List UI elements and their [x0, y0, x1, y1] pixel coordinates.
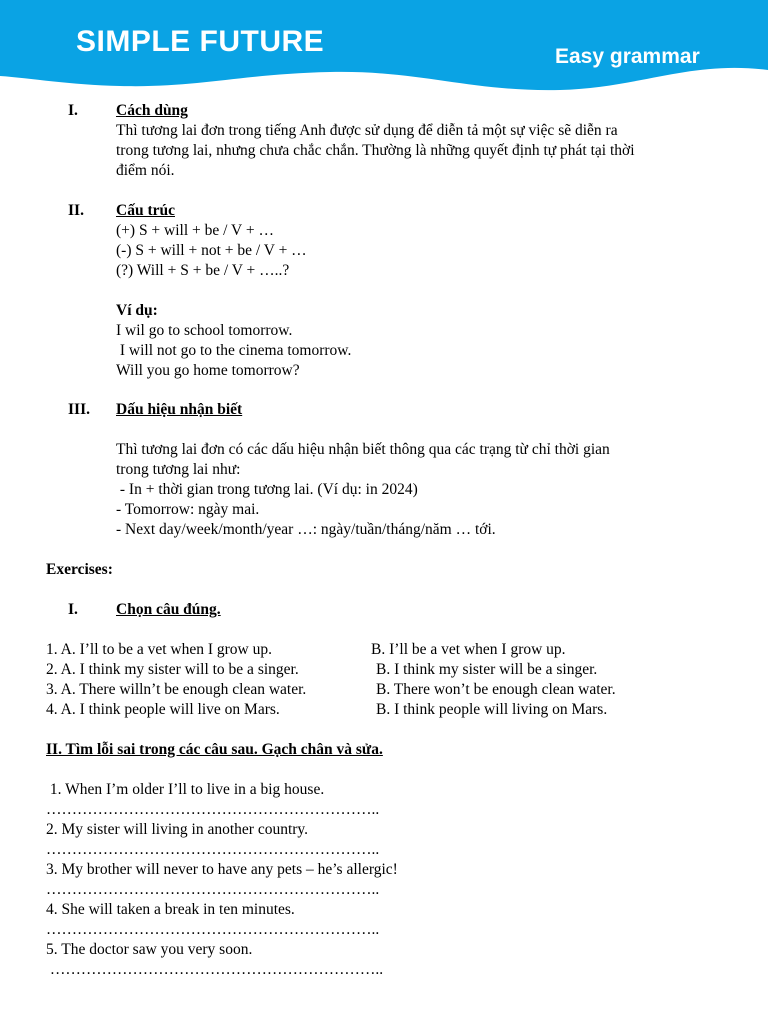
choice-row: [46, 680, 616, 700]
answer-dotted-line: ………………………………………………………..: [46, 801, 380, 818]
answer-dotted-line: ………………………………………………………..: [46, 961, 384, 978]
text-line: - Tomorrow: ngày mai.: [116, 501, 260, 518]
choice-row: [46, 640, 566, 660]
exercise-heading: Chọn câu đúng.: [116, 601, 221, 618]
answer-dotted-line: ………………………………………………………..: [46, 881, 380, 898]
option-b: B. I think people will living on Mars.: [376, 701, 608, 718]
question-line: 1. When I’m older I’ll to live in a big house.: [46, 781, 325, 798]
error-list: [46, 780, 398, 980]
text-line: - Next day/week/month/year …: ngày/tuần/tháng/năm … tới.: [116, 521, 496, 538]
section-number: I.: [68, 601, 78, 618]
example-line: Will you go home tomorrow?: [116, 362, 300, 379]
formula-line: (?) Will + S + be / V + …..?: [116, 262, 290, 279]
formula-line: (-) S + will + not + be / V + …: [116, 242, 307, 259]
section-heading: Cách dùng: [116, 102, 188, 119]
example-label: Ví dụ:: [116, 302, 158, 319]
question-line: 2. My sister will living in another country.: [46, 821, 309, 838]
section-structure: [116, 201, 351, 381]
choice-list: [46, 640, 616, 720]
question-line: 5. The doctor saw you very soon.: [46, 941, 253, 958]
text-line: - In + thời gian trong tương lai. (Ví dụ: in 2024): [116, 481, 418, 498]
choice-row: [46, 660, 598, 680]
formula-line: (+) S + will + be / V + …: [116, 222, 274, 239]
section-number: II.: [68, 202, 84, 219]
page-subtitle: Easy grammar: [555, 45, 700, 68]
exercises-label: Exercises:: [46, 561, 113, 578]
section-usage: [116, 101, 635, 181]
page-title: SIMPLE FUTURE: [76, 25, 325, 58]
section-number: III.: [68, 401, 90, 418]
option-b: B. I’ll be a vet when I grow up.: [371, 641, 566, 658]
text-line: Thì tương lai đơn trong tiếng Anh được sử dụng để diễn tả một sự việc sẽ diễn ra: [116, 122, 618, 139]
section-heading: Dấu hiệu nhận biết: [116, 401, 243, 418]
section-signals: [116, 400, 610, 540]
text-line: Thì tương lai đơn có các dấu hiệu nhận biết thông qua các trạng từ chỉ thời gian: [116, 441, 610, 458]
text-line: trong tương lai, nhưng chưa chắc chắn. Thường là những quyết định tự phát tại thời: [116, 142, 635, 159]
text-line: trong tương lai như:: [116, 461, 241, 478]
option-a: 3. A. There willn’t be enough clean water.: [46, 681, 307, 698]
option-a: 4. A. I think people will live on Mars.: [46, 701, 280, 718]
header-banner: [0, 0, 768, 110]
example-line: I wil go to school tomorrow.: [116, 322, 293, 339]
section-number: I.: [68, 102, 78, 119]
example-line: I will not go to the cinema tomorrow.: [116, 342, 352, 359]
option-a: 2. A. I think my sister will to be a singer.: [46, 661, 299, 678]
option-a: 1. A. I’ll to be a vet when I grow up.: [46, 641, 272, 658]
text-line: điểm nói.: [116, 162, 175, 179]
question-line: 3. My brother will never to have any pets – he’s allergic!: [46, 861, 398, 878]
section-heading: Cấu trúc: [116, 202, 175, 219]
answer-dotted-line: ………………………………………………………..: [46, 841, 380, 858]
answer-dotted-line: ………………………………………………………..: [46, 921, 380, 938]
choice-row: [46, 700, 608, 720]
option-b: B. I think my sister will be a singer.: [376, 661, 598, 678]
question-line: 4. She will taken a break in ten minutes.: [46, 901, 295, 918]
option-b: B. There won’t be enough clean water.: [376, 681, 616, 698]
exercise-heading: II. Tìm lỗi sai trong các câu sau. Gạch chân và sửa.: [46, 741, 383, 758]
